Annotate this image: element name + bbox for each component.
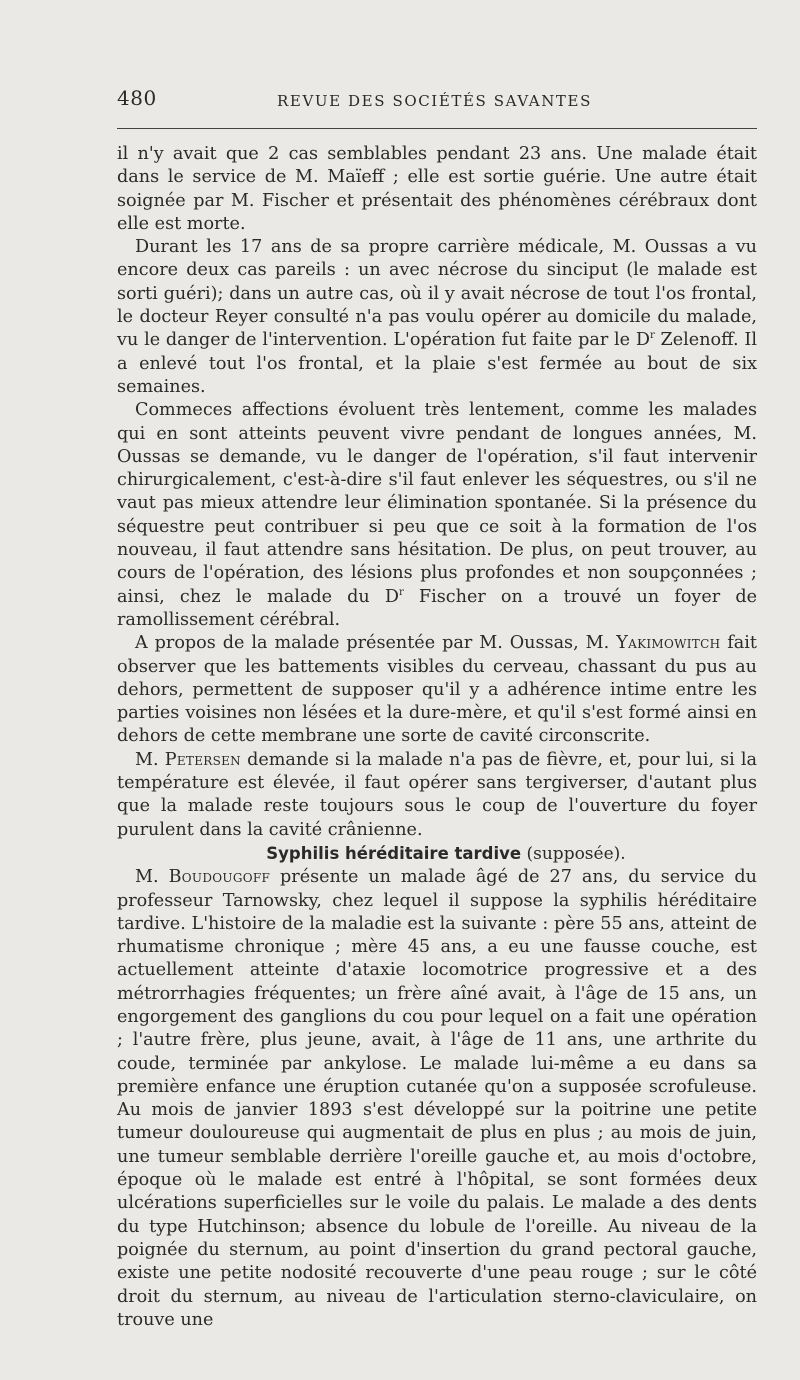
page-number: 480 [117, 86, 157, 110]
header-rule [117, 128, 757, 129]
page-header [117, 86, 757, 116]
section-subtitle: (supposée). [526, 843, 626, 864]
paragraph-2: Durant les 17 ans de sa propre carrière médicale, M. Oussas a vu encore deux cas pareils : un avec nécrose du sinciput (le malade est sorti guéri); dans un autre cas, où il y avait nécrose de tout l'os frontal, le docteur Reyer consulté n'a pas voulu opérer au domicile du malade, vu le danger de l'intervention. L'opération fut faite par le $D^r$ Zelenoff. Il a enlevé tout l'os frontal, et la plaie s'est fermée au bout de six semaines. [117, 237, 757, 397]
running-title: REVUE DES SOCIÉTÉS SAVANTES [277, 92, 592, 110]
section-heading [117, 842, 757, 866]
section-title: Syphilis héréditaire tardive [266, 843, 522, 863]
author-name: Petersen [164, 749, 241, 770]
paragraph-4: A propos de la malade présentée par M. Oussas, M. Yakimowitch fait observer que les battements visibles du cerveau, chassant du pus au dehors, permettent de supposer qu'il y a adhérence intime entre les parties voisines non lésées et la dure-mère, et qu'il s'est formé ainsi en dehors de cette membrane une sorte de cavité circonscrite. [117, 633, 757, 747]
paragraph-3: Commeces affections évoluent très lentement, comme les malades qui en sont atteints peuvent vivre pendant de longues années, M. Oussas se demande, vu le danger de l'opération, s'il faut intervenir chirurgicalement, c'est-à-dire s'il faut enlever les séquestres, ou s'il ne vaut pas mieux attendre leur élimination spontanée. Si la présence du séquestre peut contribuer si peu que ce soit à la formation de l'os nouveau, il faut attendre sans hésitation. De plus, on peut trouver, au cours de l'opération, des lésions plus profondes et non soupçonnées ; ainsi, chez le malade du $D^r$ Fischer on a trouvé un foyer de ramollissement cérébral. [117, 400, 758, 630]
body-text [117, 143, 757, 1332]
author-name: Yakimowitch [616, 633, 721, 654]
paragraph-1: il n'y avait que 2 cas semblables pendant 23 ans. Une malade était dans le service de M. Maïeff ; elle est sortie guérie. Une autre était soignée par M. Fischer et présentait des phénomènes cérébraux dont elle est morte. [117, 144, 757, 234]
paragraph-5: M. Petersen demande si la malade n'a pas de fièvre, et, pour lui, si la température est élevée, il faut opérer sans tergiverser, d'autant plus que la malade reste toujours sous le coup de l'ouverture du foyer purulent dans la cavité crânienne. [117, 749, 757, 840]
paragraph-6: M. Boudougoff présente un malade âgé de 27 ans, du service du professeur Tarnowsky, chez lequel il suppose la syphilis héréditaire tardive. L'histoire de la maladie est la suivante : père 55 ans, atteint de rhumatisme chronique ; mère 45 ans, a eu une fausse couche, est actuellement atteinte d'ataxie locomotrice progressive et a des métrorrhagies fréquentes; un frère aîné avait, à l'âge de 15 ans, un engorgement des ganglions du cou pour lequel on a fait une opération ; l'autre frère, plus jeune, avait, à l'âge de 11 ans, une arthrite du coude, terminée par ankylose. Le malade lui-même a eu dans sa première enfance une éruption cutanée qu'on a supposée scrofuleuse. Au mois de janvier 1893 s'est développé sur la poitrine une petite tumeur douloureuse qui augmentait de plus en plus ; au mois de juin, une tumeur semblable derrière l'oreille gauche et, au mois d'octobre, époque où le malade est entré à l'hôpital, se sont formées deux ulcérations superficielles sur le voile du palais. Le malade a des dents du type Hutchinson; absence du lobule de l'oreille. Au niveau de la poignée du sternum, au point d'insertion du grand pectoral gauche, existe une petite nodosité recouverte d'une peau rouge ; sur le côté droit du sternum, au niveau de l'articulation sterno-claviculaire, on trouve une [117, 867, 757, 1330]
author-name: Boudougoff [168, 867, 271, 888]
